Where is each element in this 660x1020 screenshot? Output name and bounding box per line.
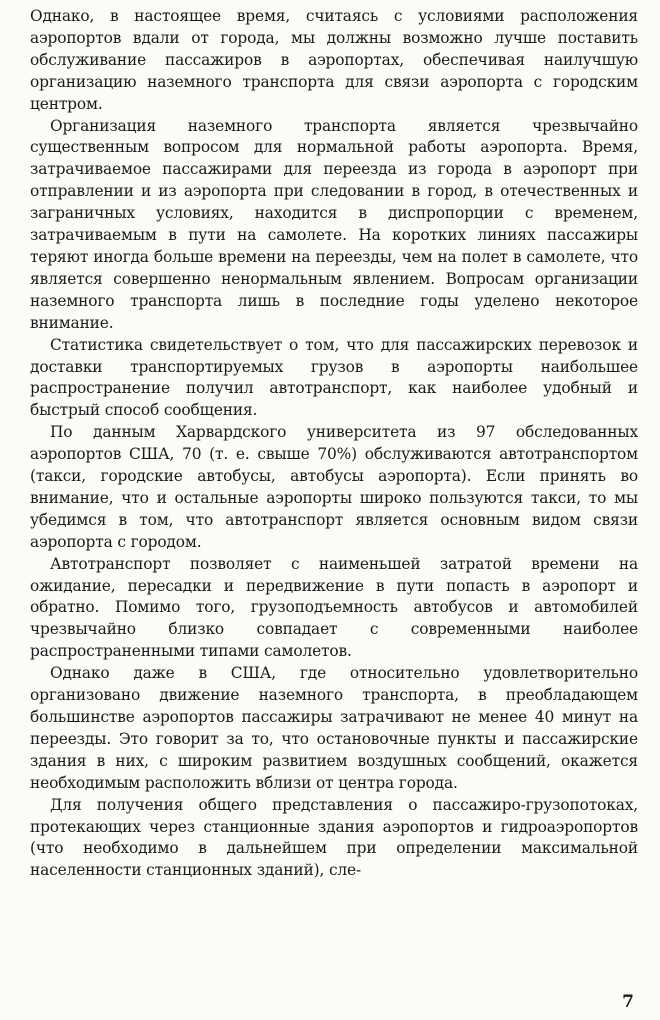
paragraph-7: Для получения общего представления о пассажиро-грузопотоках, протекающих через станционные здания аэропортов и гидроаэропортов (что необходимо в дальнейшем при определении максимальной населенности станционных зданий), сле- [30,795,638,880]
paragraph-6: Однако даже в США, где относительно удовлетворительно организовано движение наземного транспорта, в преобладающем большинстве аэропортов пассажиры затрачивают не менее 40 минут на переезды. Это говорит за то, что остановочные пункты и пассажирские здания в них, с широким развитием воздушных сообщений, окажется необходимым расположить вблизи от центра города. [30,664,638,792]
paragraph-1: Однако, в настоящее время, считаясь с условиями расположения аэропортов вдали от города, мы должны возможно лучше поставить обслуживание пассажиров в аэропортах, обеспечивая наилучшую организацию наземного транспорта для связи аэропорта с городским центром. [30,7,638,113]
paragraph-5: Автотранспорт позволяет с наименьшей затратой времени на ожидание, пересадки и передвижение в пути попасть в аэропорт и обратно. Помимо того, грузоподъемность автобусов и автомобилей чрезвычайно близко совпадает с современными наиболее распространенными типами самолетов. [30,554,638,661]
paragraph-3: Статистика свидетельствует о том, что для пассажирских перевозок и доставки транспортируемых грузов в аэропорты наибольшее распространение получил автотранспорт, как наиболее удобный и быстрый способ сообщения. [30,335,638,420]
page-number: 7 [622,992,634,1012]
paragraph-2: Организация наземного транспорта является чрезвычайно существенным вопросом для нормальной работы аэропорта. Время, затрачиваемое пассажирами для переезда из города в аэропорт при отправлении и из аэропорта при следовании в город, в отечественных и заграничных условиях, находится в диспропорции с временем, затрачиваемым в пути на самолете. На коротких линиях пассажиры теряют иногда больше времени на переезды, чем на полет в самолете, что является совершенно ненормальным явлением. Вопросам организации наземного транспорта лишь в последние годы уделено некоторое внимание. [30,116,638,332]
paragraph-4: По данным Харвардского университета из 97 обследованных аэропортов США, 70 (т. е. свыше 70%) обслуживаются автотранспортом (такси, городские автобусы, автобусы аэропорта). Если принять во внимание, что и остальные аэропорты широко пользуются такси, то мы убедимся в том, что автотранспорт является основным видом связи аэропорта с городом. [30,423,638,551]
